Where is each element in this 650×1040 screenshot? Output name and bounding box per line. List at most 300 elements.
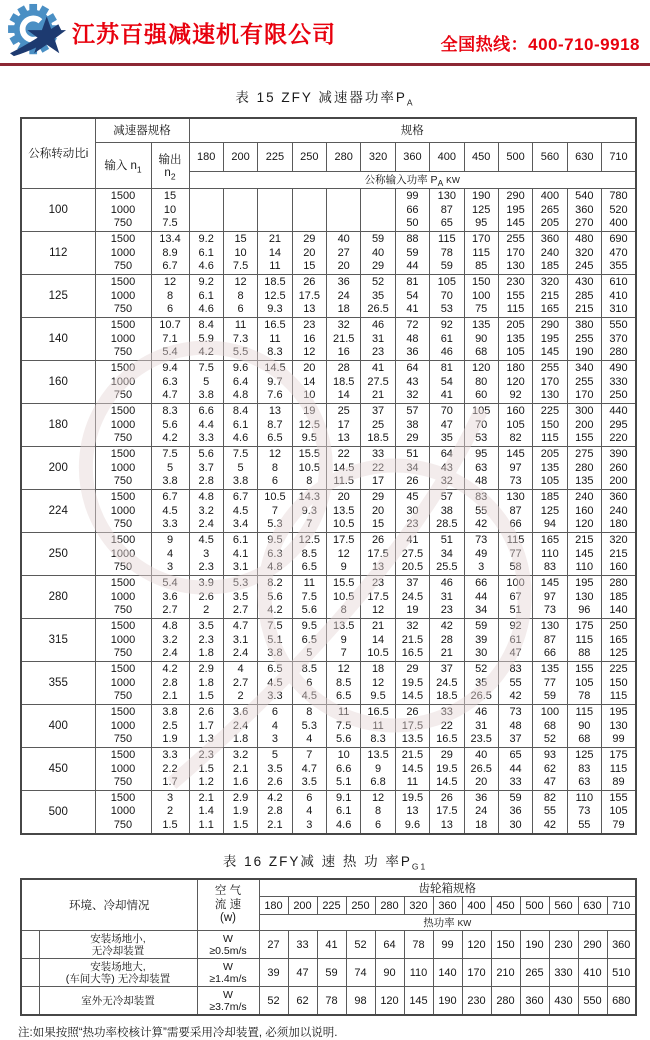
cell-line: [361, 204, 394, 218]
cell-line: 205: [506, 319, 525, 332]
cell-line: 89: [612, 776, 625, 789]
cell-line: 2.2: [162, 762, 178, 775]
cell-line: 14: [371, 633, 385, 646]
cell-line: 23: [371, 346, 385, 359]
cell-line: 6: [306, 791, 313, 804]
cell-line: 105: [506, 346, 525, 359]
cell-line: 18: [371, 663, 385, 676]
input-speed-cell: [95, 318, 151, 361]
cell-line: [258, 190, 291, 204]
cell-line: 15.5: [332, 577, 355, 590]
cell-line: 24: [337, 289, 350, 302]
cell-line: 9.5: [267, 534, 283, 547]
cell-line: 3.5: [267, 762, 283, 775]
cell-line: 125: [540, 504, 560, 517]
cell-line: 9.6: [232, 362, 249, 375]
cell-line: 26: [406, 706, 419, 719]
power-value-cell: [430, 662, 464, 705]
cell-line: 5.5: [232, 346, 249, 359]
power-value-cell: [361, 447, 395, 490]
cell-line: 23: [440, 604, 453, 617]
cell-line: 30: [406, 504, 419, 517]
cell-line: 51: [440, 534, 453, 547]
cell-line: 1.2: [198, 776, 214, 789]
cell-line: 300: [575, 405, 594, 418]
cell-line: 1000: [110, 504, 136, 517]
cell-line: 750: [113, 776, 133, 789]
cell-line: 22: [371, 461, 385, 474]
cell-line: 10: [337, 749, 350, 762]
cell-line: 95: [475, 217, 488, 230]
thermal-value-cell: 190: [433, 987, 462, 1015]
power-value-cell: [464, 490, 498, 533]
power-value-cell: [361, 662, 395, 705]
power-value-cell: [327, 447, 361, 490]
cell-line: 5.6: [301, 604, 317, 617]
cell-line: 11: [406, 776, 419, 789]
power-value-cell: [258, 447, 292, 490]
cell-line: 48: [509, 719, 522, 732]
cell-line: 18.5: [264, 276, 286, 289]
cell-line: 2.8: [162, 676, 178, 689]
cell-line: 83: [543, 561, 557, 574]
size-column-header: 560: [533, 143, 567, 172]
cell-line: 3.3: [198, 432, 214, 445]
output-speed-subscript: 2: [170, 170, 176, 181]
cell-line: 1500: [110, 663, 136, 676]
cell-line: 5.6: [162, 418, 178, 431]
cell-line: 40: [475, 749, 488, 762]
cell-line: 15: [371, 518, 385, 531]
cell-line: 83: [578, 762, 591, 775]
nominal-input-power-header: [189, 172, 636, 189]
power-value-cell: [602, 361, 637, 404]
power-value-cell: [395, 275, 429, 318]
cell-line: 110: [575, 791, 594, 804]
cell-line: 280: [609, 577, 628, 590]
cell-line: 29: [406, 432, 419, 445]
cell-line: 6.5: [267, 663, 283, 676]
cell-line: 2.4: [232, 719, 249, 732]
cell-line: [327, 217, 360, 231]
power-value-cell: [292, 232, 326, 275]
cell-line: 13.4: [159, 233, 181, 246]
cell-line: 145: [506, 217, 525, 230]
cell-line: 5.6: [198, 448, 214, 461]
cell-line: 150: [472, 276, 491, 289]
thermal-value-cell: 230: [549, 931, 578, 959]
thermal-value-cell: 64: [375, 931, 404, 959]
thermal-value-cell: 47: [288, 959, 317, 987]
power-value-cell: [533, 318, 567, 361]
power-value-cell: [292, 662, 326, 705]
cell-line: 10: [163, 203, 177, 216]
cell-line: 13: [440, 818, 453, 831]
cell-line: 135: [575, 475, 594, 488]
cell-line: 94: [543, 518, 557, 531]
cell-line: 4.5: [267, 676, 283, 689]
cell-line: 6.3: [162, 375, 178, 388]
cell-line: 55: [578, 818, 591, 831]
power-value-cell: [430, 791, 464, 834]
power-value-cell: [223, 619, 257, 662]
cell-line: 1.5: [198, 762, 214, 775]
cell-line: 7.3: [232, 332, 249, 345]
cell-line: 215: [609, 547, 628, 560]
air-speed-line: W: [223, 932, 233, 945]
cell-line: 1000: [110, 203, 136, 216]
power-value-cell: [498, 576, 532, 619]
power-value-cell: [361, 705, 395, 748]
power-value-cell: [258, 662, 292, 705]
cell-line: 110: [541, 547, 559, 560]
cell-line: 57: [440, 491, 453, 504]
cell-line: 29: [440, 749, 453, 762]
cell-line: 59: [475, 620, 488, 633]
cell-line: 54: [406, 289, 419, 302]
cell-line: 47: [509, 647, 522, 660]
cell-line: 7.6: [267, 389, 283, 402]
cell-line: 23: [303, 319, 316, 332]
power-value-cell: [258, 576, 292, 619]
cell-line: 32: [406, 620, 419, 633]
air-speed-cell: [197, 987, 259, 1015]
power-value-cell: [498, 533, 532, 576]
cell-line: 5: [306, 647, 313, 660]
cell-line: 4.2: [198, 346, 214, 359]
cell-line: 23.5: [470, 733, 492, 746]
cell-line: 70: [440, 289, 453, 302]
footnote: 注:如果按照“热功率校核计算”需要采用冷却装置, 必须加以说明.: [18, 1026, 338, 1039]
cell-line: [293, 190, 326, 204]
ratio-cell: 500: [21, 791, 95, 834]
power-value-cell: [533, 748, 567, 791]
thermal-value-cell: 78: [317, 987, 346, 1015]
cell-line: 38: [406, 418, 419, 431]
cell-line: [190, 204, 223, 218]
power-value-cell: [223, 576, 257, 619]
cell-line: 17.5: [298, 289, 321, 302]
cell-line: 46: [440, 577, 453, 590]
power-value-cell: [292, 189, 326, 232]
cell-line: 295: [609, 418, 628, 431]
cell-line: 53: [440, 303, 453, 316]
size-column-header: 400: [430, 143, 464, 172]
cell-line: 42: [509, 690, 522, 703]
thermal-value-cell: 120: [375, 987, 404, 1015]
cell-line: 32: [337, 319, 350, 332]
cell-line: 12: [163, 276, 177, 289]
cell-line: 73: [578, 805, 591, 818]
cell-line: 135: [540, 461, 560, 474]
cell-line: 12: [371, 604, 385, 617]
cell-line: 4.2: [267, 791, 283, 804]
table15-row: [21, 318, 636, 361]
cell-line: [224, 190, 257, 204]
power-value-cell: [464, 447, 498, 490]
thermal-value-cell: 27: [259, 931, 288, 959]
power-value-cell: [258, 791, 292, 834]
cell-line: 2.4: [162, 647, 178, 660]
cell-line: 52: [371, 276, 385, 289]
cell-line: 265: [540, 203, 560, 216]
cell-line: 3.2: [162, 633, 178, 646]
cell-line: 750: [113, 260, 133, 273]
cell-line: 8: [340, 604, 347, 617]
cell-line: 5.3: [232, 577, 249, 590]
cell-line: 19: [406, 604, 419, 617]
cell-line: 3.9: [198, 577, 214, 590]
cell-line: 55: [475, 504, 488, 517]
cell-line: 35: [371, 289, 385, 302]
cell-line: 105: [540, 475, 560, 488]
power-value-cell: [430, 318, 464, 361]
cell-line: 5.1: [336, 776, 352, 789]
cell-line: 38: [440, 504, 453, 517]
cell-line: 77: [543, 676, 557, 689]
cell-line: 1.8: [198, 676, 214, 689]
power-value-cell: [602, 490, 637, 533]
power-value-cell: [327, 705, 361, 748]
cell-line: 70: [475, 418, 488, 431]
power-value-cell: [258, 748, 292, 791]
cell-line: 130: [540, 620, 560, 633]
output-speed-cell: [151, 189, 189, 232]
power-value-cell: [533, 576, 567, 619]
power-value-cell: [395, 490, 429, 533]
cell-line: 4: [166, 547, 174, 560]
cell-line: 12: [337, 547, 350, 560]
power-value-cell: [602, 447, 637, 490]
cell-line: 36: [475, 791, 488, 804]
cell-line: 100: [506, 577, 525, 590]
cell-line: 190: [575, 346, 594, 359]
cell-line: 15: [303, 260, 316, 273]
cell-line: 1000: [110, 375, 136, 388]
cell-line: 115: [472, 246, 490, 259]
cell-line: 46: [475, 706, 488, 719]
cell-line: 125: [609, 647, 628, 660]
cell-line: 82: [543, 791, 557, 804]
cell-line: 3.7: [198, 461, 214, 474]
cell-line: 9.7: [267, 375, 283, 388]
cell-line: 2.4: [198, 518, 214, 531]
cell-line: 87: [509, 504, 522, 517]
power-value-cell: [395, 705, 429, 748]
table16-title-text: 表 16 ZFY减 速 热 功 率P: [222, 853, 412, 869]
cell-line: 2.1: [198, 791, 214, 804]
cell-line: 88: [578, 647, 591, 660]
cell-line: 5.6: [267, 590, 283, 603]
size-column-header: 450: [491, 897, 520, 915]
cell-line: 92: [440, 319, 453, 332]
thermal-value-cell: 360: [520, 987, 549, 1015]
power-value-cell: [498, 275, 532, 318]
cell-line: 23: [371, 577, 385, 590]
output-speed-cell: [151, 662, 189, 705]
thermal-value-cell: 280: [491, 987, 520, 1015]
cell-line: [293, 217, 326, 231]
cell-line: 78: [440, 246, 453, 259]
cell-line: 14.5: [401, 762, 424, 775]
cell-line: 17.5: [436, 805, 458, 818]
cell-line: 48: [406, 332, 419, 345]
cell-line: 750: [113, 818, 133, 831]
cell-line: 180: [609, 518, 628, 531]
cell-line: 22: [440, 719, 453, 732]
cell-line: 9.2: [198, 276, 214, 289]
cell-line: 165: [540, 303, 560, 316]
thermal-value-cell: 90: [375, 959, 404, 987]
size-column-header: 450: [464, 143, 498, 172]
cell-line: 175: [609, 749, 628, 762]
power-value-cell: [189, 404, 223, 447]
cell-line: 170: [506, 246, 525, 259]
cell-line: 77: [509, 547, 522, 560]
power-value-cell: [533, 275, 567, 318]
cell-line: 1.3: [198, 733, 214, 746]
cell-line: 135: [540, 663, 560, 676]
cell-line: 1.1: [198, 818, 214, 831]
cell-line: 540: [575, 190, 594, 203]
power-value-cell: [498, 232, 532, 275]
cell-line: 28.5: [436, 518, 458, 531]
cell-line: 2.8: [198, 475, 214, 488]
power-value-cell: [361, 791, 395, 834]
power-value-cell: [430, 447, 464, 490]
environment-line: 安装场地小,: [90, 932, 146, 945]
cell-line: 63: [475, 461, 488, 474]
power-value-cell: [258, 490, 292, 533]
power-unit: KW: [446, 175, 460, 186]
cell-line: 54: [440, 375, 453, 388]
cell-line: 58: [509, 561, 522, 574]
cell-line: 90: [578, 719, 591, 732]
input-speed-cell: [95, 619, 151, 662]
cell-line: 52: [475, 663, 488, 676]
table15-row: [21, 232, 636, 275]
cell-line: 65: [509, 749, 522, 762]
cell-line: 110: [575, 561, 594, 574]
power-value-cell: [464, 318, 498, 361]
power-value-cell: [498, 447, 532, 490]
cell-line: 310: [609, 303, 628, 316]
cell-line: 14.3: [298, 491, 321, 504]
cell-line: 83: [509, 663, 522, 676]
cell-line: 2.3: [198, 633, 214, 646]
thermal-value-cell: 62: [288, 987, 317, 1015]
cell-line: 8: [271, 461, 278, 474]
cell-line: 3.4: [232, 518, 249, 531]
cell-line: 29: [371, 260, 385, 273]
power-value-cell: [430, 232, 464, 275]
power-value-cell: [395, 447, 429, 490]
power-value-cell: [395, 662, 429, 705]
cell-line: 185: [609, 590, 628, 603]
cell-line: 19.5: [401, 676, 424, 689]
cell-line: 1.7: [198, 719, 214, 732]
cell-line: 1000: [110, 590, 136, 603]
cell-line: 73: [509, 475, 522, 488]
input-speed-cell: [95, 189, 151, 232]
power-value-cell: [327, 619, 361, 662]
thermal-value-cell: 680: [607, 987, 636, 1015]
cell-line: [224, 217, 257, 231]
cell-line: 29: [303, 233, 316, 246]
cell-line: 400: [609, 217, 628, 230]
thermal-value-cell: 145: [404, 987, 433, 1015]
table15-row: [21, 361, 636, 404]
cell-line: 13: [337, 432, 350, 445]
cell-line: 145: [575, 547, 594, 560]
thermal-unit: KW: [457, 918, 472, 929]
cell-line: 1500: [110, 448, 136, 461]
cell-line: 20.5: [401, 561, 424, 574]
cell-line: 31: [371, 332, 385, 345]
power-value-cell: [567, 189, 601, 232]
cell-line: 6.7: [232, 491, 249, 504]
cell-line: 4.4: [198, 418, 214, 431]
cell-line: 13: [303, 303, 316, 316]
cell-line: 5.3: [301, 719, 317, 732]
cell-line: 83: [475, 491, 488, 504]
cell-line: 3.6: [232, 706, 249, 719]
cell-line: 9.6: [404, 818, 421, 831]
size-group-header: 规格: [189, 118, 636, 143]
power-value-cell: [602, 189, 637, 232]
cell-line: 11: [234, 319, 247, 332]
cell-line: 155: [575, 663, 594, 676]
cell-line: 160: [506, 405, 525, 418]
cell-line: 28: [337, 362, 350, 375]
power-value-cell: [464, 275, 498, 318]
cell-line: 16.5: [436, 733, 458, 746]
cell-line: 87: [543, 633, 557, 646]
power-value-cell: [292, 705, 326, 748]
cell-line: 8: [237, 289, 244, 302]
cell-line: 66: [475, 577, 488, 590]
cell-line: 92: [509, 620, 522, 633]
cell-line: 5: [237, 461, 244, 474]
size-column-header: 180: [189, 143, 223, 172]
cell-line: 27: [337, 246, 350, 259]
air-speed-line3: (w): [220, 912, 236, 925]
cell-line: [190, 190, 223, 204]
cell-line: 275: [575, 448, 594, 461]
cell-line: 150: [609, 676, 628, 689]
cell-line: 72: [406, 319, 419, 332]
size-column-header: 710: [602, 143, 637, 172]
cell-line: 21.5: [332, 332, 355, 345]
power-value-cell: [327, 576, 361, 619]
power-value-cell: [361, 275, 395, 318]
cell-line: 2.1: [232, 762, 249, 775]
cell-line: 29: [371, 491, 385, 504]
power-value-cell: [395, 533, 429, 576]
cell-line: 3.3: [162, 749, 178, 762]
cell-line: 1500: [110, 362, 136, 375]
power-value-cell: [189, 275, 223, 318]
cell-line: 11: [303, 577, 316, 590]
cell-line: 5.4: [162, 346, 178, 359]
cell-line: 9.1: [336, 791, 352, 804]
gearbox-size-header: 齿轮箱规格: [259, 879, 636, 897]
cell-line: 2.9: [232, 791, 249, 804]
cell-line: 1.8: [198, 647, 214, 660]
cell-line: 750: [113, 432, 133, 445]
cell-line: 10.7: [159, 319, 181, 332]
hotline-number: 全国热线：400-710-9918: [440, 35, 640, 54]
